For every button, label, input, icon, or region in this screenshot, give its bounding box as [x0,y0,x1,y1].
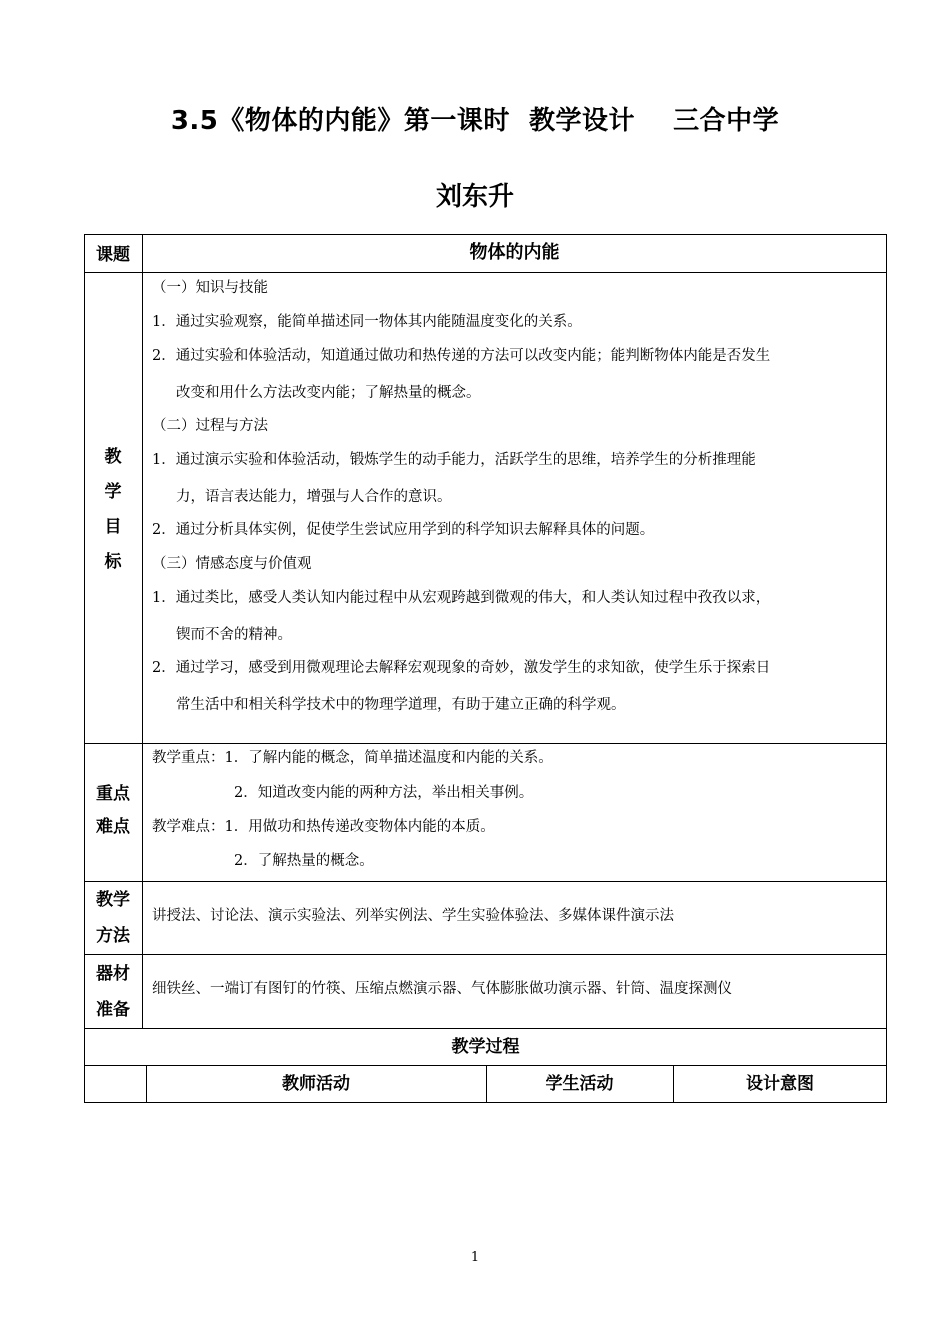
row-divider [84,954,887,955]
document-author: 刘东升 [435,182,514,212]
objective-section-heading: （三）情感态度与价值观 [152,556,312,572]
keypoint-line: 教学重点：1．了解内能的概念，简单描述温度和内能的关系。 [152,750,553,766]
keypoint-line: 2．知道改变内能的两种方法，举出相关事例。 [234,785,534,801]
row-divider [84,272,887,273]
col-header-intent: 设计意图 [746,1074,814,1094]
label-column-divider [142,234,143,1028]
objective-item: 2．通过学习，感受到用微观理论去解释宏观现象的奇妙，激发学生的求知欲，使学生乐于探索日 [152,660,771,676]
objective-item: 1．通过演示实验和体验活动，锻炼学生的动手能力，活跃学生的思维，培养学生的分析推理能 [152,452,756,468]
objective-section-heading: （二）过程与方法 [152,418,268,434]
row-divider [84,1028,887,1029]
row-divider [84,743,887,744]
objectives-label: 教 学 目 标 [104,447,122,572]
col-header-student: 学生活动 [545,1074,614,1094]
difficulty-line: 2．了解热量的概念。 [234,853,374,869]
objective-item: 2．通过分析具体实例，促使学生尝试应用学到的科学知识去解释具体的问题。 [152,522,655,538]
topic-value: 物体的内能 [469,242,560,263]
objective-item: 1．通过类比，感受人类认知内能过程中从宏观跨越到微观的伟大，和人类认知过程中孜孜以求， [152,590,771,606]
topic-label: 课题 [96,245,130,265]
page-number: 1 [470,1250,480,1265]
equipment-label: 器材 准备 [96,964,130,1020]
objective-item-continued: 常生活中和相关科学技术中的物理学道理，有助于建立正确的科学观。 [176,697,626,713]
objective-item: 2．通过实验和体验活动，知道通过做功和热传递的方法可以改变内能；能判断物体内能是否发生 [152,348,771,364]
document-title: 3.5《物体的内能》第一课时 教学设计 三合中学 [170,106,780,136]
objective-item-continued: 力，语言表达能力，增强与人合作的意识。 [176,489,452,505]
objective-item: 1．通过实验观察，能简单描述同一物体其内能随温度变化的关系。 [152,314,582,330]
objective-section-heading: （一）知识与技能 [152,280,268,296]
row-divider [84,881,887,882]
objective-item-continued: 锲而不舍的精神。 [176,627,292,643]
difficulty-line: 教学难点：1．用做功和热传递改变物体内能的本质。 [152,819,495,835]
process-header: 教学过程 [451,1037,520,1057]
col-header-teacher: 教师活动 [282,1074,350,1094]
equipment-value: 细铁丝、一端订有图钉的竹筷、压缩点燃演示器、气体膨胀做功演示器、针筒、温度探测仪 [152,981,732,997]
method-value: 讲授法、讨论法、演示实验法、列举实例法、学生实验体验法、多媒体课件演示法 [152,908,674,924]
keypoints-label: 重点 难点 [96,784,130,837]
method-label: 教学 方法 [96,890,130,946]
objective-item-continued: 改变和用什么方法改变内能；了解热量的概念。 [176,385,481,401]
